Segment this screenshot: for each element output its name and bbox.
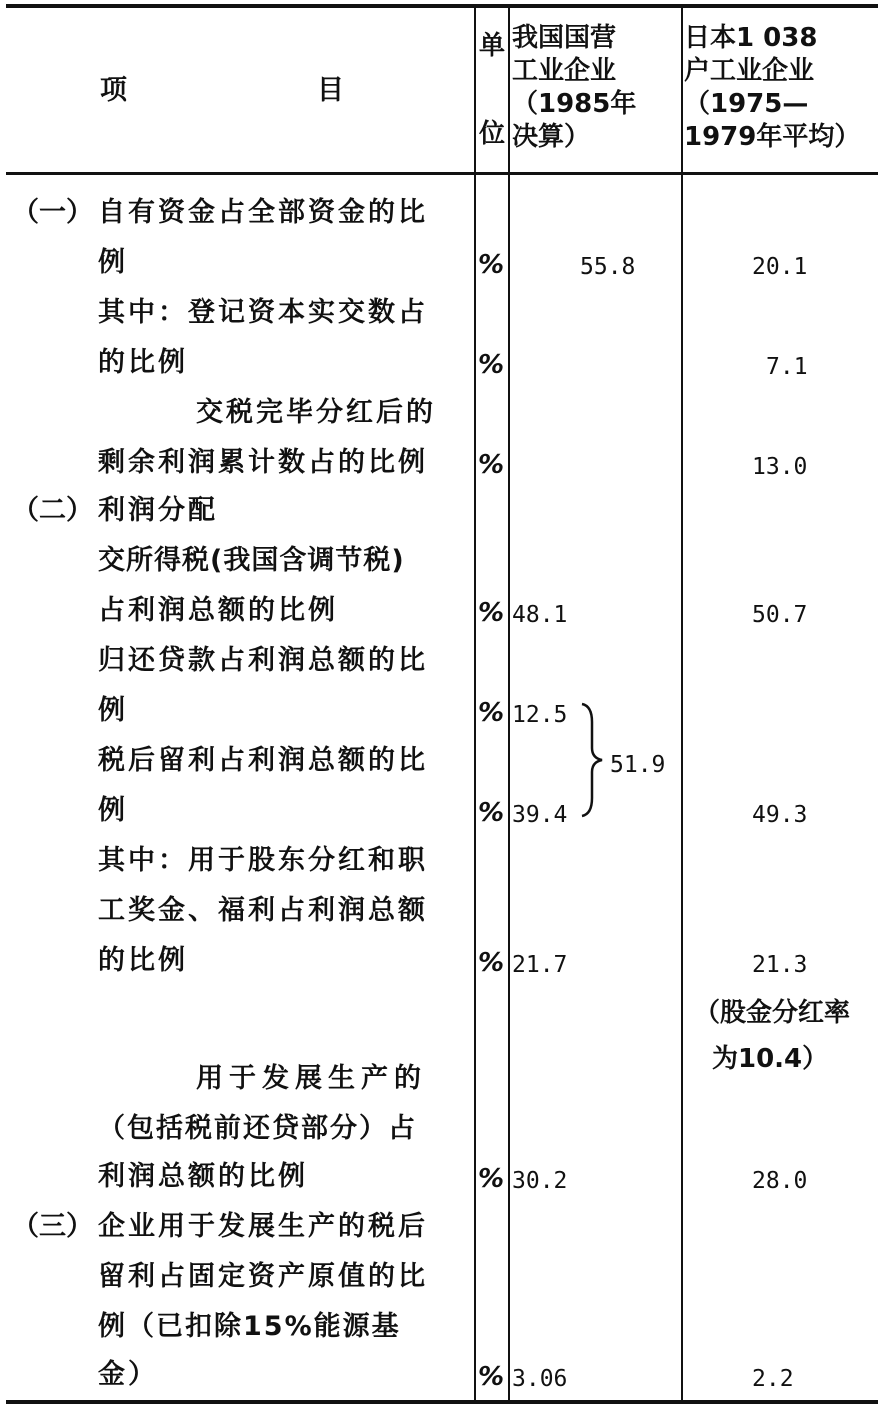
header-china-line: 工业企业 xyxy=(512,56,617,86)
row-label: 剩余利润累计数占的比例 xyxy=(98,447,428,478)
row-label: 交税完毕分红后的 xyxy=(196,397,436,428)
sum-value: 51.9 xyxy=(610,752,666,778)
china-value: 30.2 xyxy=(512,1168,568,1194)
japan-value: 28.0 xyxy=(752,1168,808,1194)
row-label: 企业用于发展生产的税后 xyxy=(98,1211,428,1242)
row-label: 金） xyxy=(98,1359,158,1390)
row-label: （包括税前还贷部分）占 xyxy=(98,1113,417,1144)
header-unit xyxy=(478,22,506,158)
row-label: 例（已扣除15%能源基 xyxy=(98,1311,401,1342)
row-label: 例 xyxy=(98,247,128,278)
header-china-line: 决算） xyxy=(512,122,591,152)
china-value: 3.06 xyxy=(512,1366,568,1392)
unit-cell: % xyxy=(477,1164,505,1194)
china-value: 12.5 xyxy=(512,702,568,728)
japan-value: 21.3 xyxy=(752,952,808,978)
unit-cell: % xyxy=(477,598,505,628)
table-top-rule xyxy=(6,4,878,8)
header-item-right: 目 xyxy=(317,75,344,106)
row-label: 交所得税(我国含调节税) xyxy=(98,545,405,576)
row-label: 例 xyxy=(98,795,128,826)
header-china-line: 我国国营 xyxy=(512,23,617,53)
row-label: 其中：登记资本实交数占 xyxy=(98,297,428,328)
unit-cell: % xyxy=(477,698,505,728)
header-item-left: 项 xyxy=(100,75,127,106)
japan-value: 7.1 xyxy=(766,354,808,380)
row-label: 例 xyxy=(98,695,128,726)
header-japan xyxy=(684,22,880,154)
japan-value: 49.3 xyxy=(752,802,808,828)
brace-icon xyxy=(578,700,608,820)
row-label: 的比例 xyxy=(98,347,188,378)
row-label: 税后留利占利润总额的比 xyxy=(98,745,428,776)
table-bottom-rule xyxy=(6,1400,878,1404)
row-label: 留利占固定资产原值的比 xyxy=(98,1261,428,1292)
row-label: 归还贷款占利润总额的比 xyxy=(98,645,428,676)
section-mark: （三） xyxy=(12,1211,93,1242)
section-mark: （一） xyxy=(12,197,93,228)
row-label: 自有资金占全部资金的比 xyxy=(98,197,428,228)
column-divider xyxy=(508,6,510,1402)
japan-value: 13.0 xyxy=(752,454,808,480)
japan-note: 为10.4） xyxy=(712,1044,829,1074)
header-japan-line: 户工业企业 xyxy=(684,56,815,86)
row-label: 工奖金、福利占利润总额 xyxy=(98,895,428,926)
china-value: 55.8 xyxy=(580,254,636,280)
unit-cell: % xyxy=(477,798,505,828)
unit-cell: % xyxy=(477,250,505,280)
header-china-line: （1985年 xyxy=(512,89,637,119)
header-unit-line: 位 xyxy=(478,119,505,149)
row-label: 的比例 xyxy=(98,945,188,976)
japan-value: 50.7 xyxy=(752,602,808,628)
row-label: 其中：用于股东分红和职 xyxy=(98,845,428,876)
unit-cell: % xyxy=(477,450,505,480)
header-japan-line: （1975— xyxy=(684,89,809,119)
section-title: 利润分配 xyxy=(98,495,218,526)
column-divider xyxy=(681,6,683,1402)
japan-note: （股金分红率 xyxy=(694,998,851,1028)
row-label: 利润总额的比例 xyxy=(98,1161,308,1192)
row-label: 占利润总额的比例 xyxy=(98,595,338,626)
section-mark: （二） xyxy=(12,495,93,526)
unit-cell: % xyxy=(477,948,505,978)
unit-cell: % xyxy=(477,350,505,380)
unit-cell: % xyxy=(477,1362,505,1392)
china-value: 39.4 xyxy=(512,802,568,828)
header-japan-line: 日本1 038 xyxy=(684,23,818,53)
header-rule xyxy=(6,172,878,175)
china-value: 48.1 xyxy=(512,602,568,628)
row-label: 用于发展生产的 xyxy=(196,1063,427,1094)
china-value: 21.7 xyxy=(512,952,568,978)
header-unit-line: 单 xyxy=(478,31,505,61)
header-china xyxy=(512,22,680,154)
header-japan-line: 1979年平均） xyxy=(684,122,861,152)
japan-value: 20.1 xyxy=(752,254,808,280)
japan-value: 2.2 xyxy=(752,1366,794,1392)
header-item xyxy=(100,74,360,107)
